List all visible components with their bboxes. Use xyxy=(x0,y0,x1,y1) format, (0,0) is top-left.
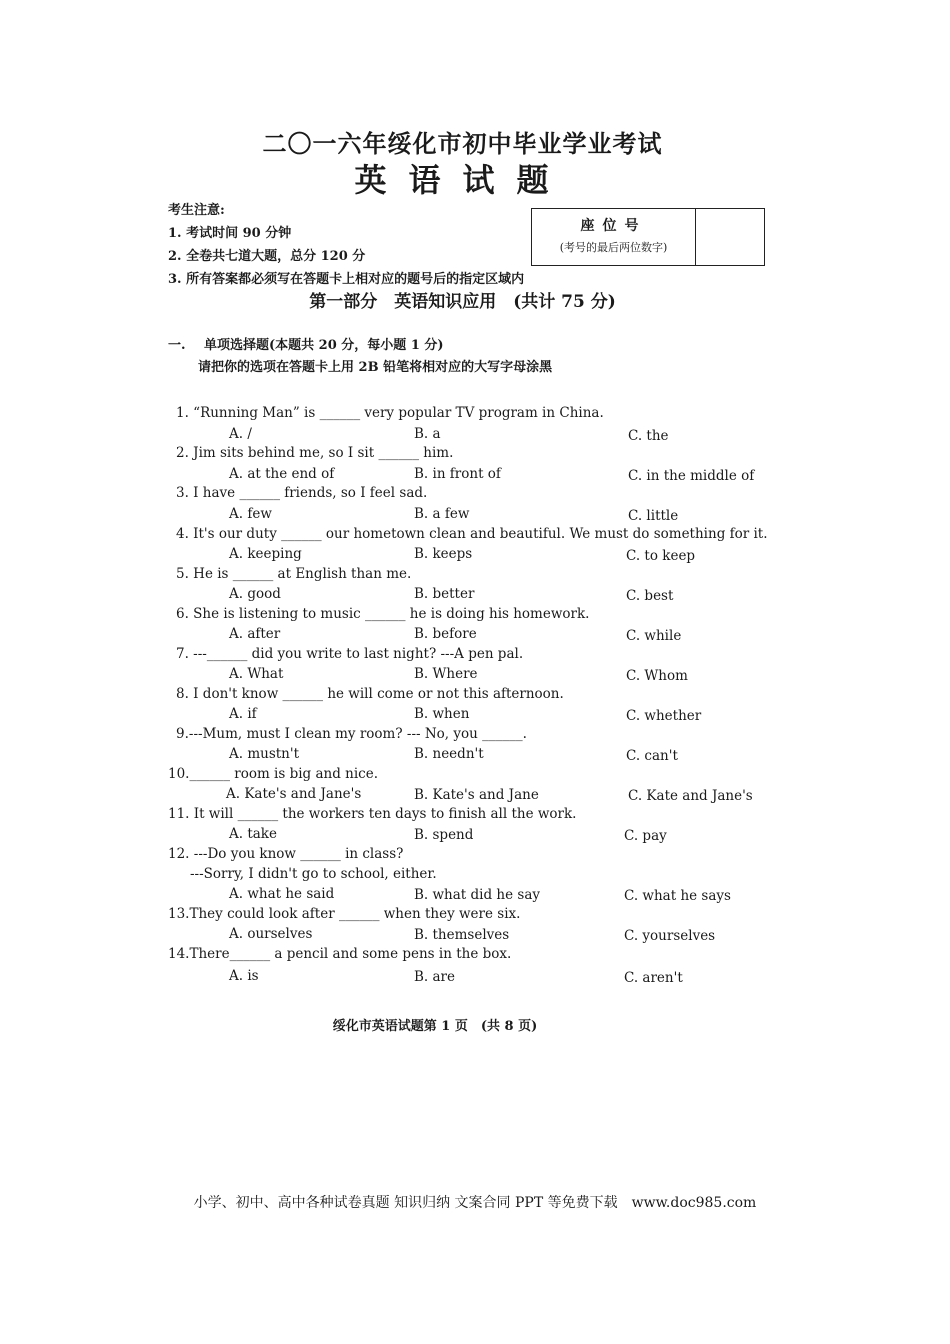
option-c: C. best xyxy=(626,588,674,604)
option-a: A. few xyxy=(229,506,272,522)
option-a: A. is xyxy=(229,968,259,984)
option-b: B. keeps xyxy=(414,546,473,562)
seat-number-hint: (考号的最后两位数字) xyxy=(559,241,668,254)
seat-number-label-cell xyxy=(532,209,696,265)
option-a: A. mustn't xyxy=(229,746,300,762)
question-stem: 4. It's our duty ______ our hometown clean and beautiful. We must do something for it. xyxy=(176,526,768,542)
notice-item: 2. 全卷共七道大题，总分 120 分 xyxy=(168,249,366,264)
option-b: B. a few xyxy=(414,506,470,522)
option-a: A. at the end of xyxy=(229,466,335,482)
question-stem: 1. “Running Man” is ______ very popular TV program in China. xyxy=(176,405,604,421)
option-b: B. better xyxy=(414,586,475,602)
question-stem: 7. ---______ did you write to last night? ---A pen pal. xyxy=(176,646,524,662)
seat-number-label: 座位号 xyxy=(580,218,647,234)
question-stem-reply: ---Sorry, I didn't go to school, either. xyxy=(190,866,437,882)
option-a: A. if xyxy=(229,706,257,722)
question-stem: 10.______ room is big and nice. xyxy=(168,766,379,782)
option-b: B. Where xyxy=(414,666,478,682)
option-c: C. to keep xyxy=(626,548,696,564)
question-stem: 11. It will ______ the workers ten days to finish all the work. xyxy=(168,806,577,822)
question-stem: 5. He is ______ at English than me. xyxy=(176,566,412,582)
option-c: C. Whom xyxy=(626,668,688,684)
option-b: B. are xyxy=(414,969,455,985)
option-b: B. what did he say xyxy=(414,887,540,903)
option-c: C. whether xyxy=(626,708,702,724)
option-b: B. themselves xyxy=(414,927,510,943)
option-c: C. in the middle of xyxy=(628,468,755,484)
notice-item: 3. 所有答案都必须写在答题卡上相对应的题号后的指定区域内 xyxy=(168,272,525,287)
question-stem: 2. Jim sits behind me, so I sit ______ him. xyxy=(176,445,454,461)
option-b: B. spend xyxy=(414,827,474,843)
seat-number-box xyxy=(531,208,765,266)
part-title: 第一部分 英语知识应用 (共计 75 分) xyxy=(309,292,616,312)
option-b: B. Kate's and Jane xyxy=(414,787,539,803)
option-b: B. when xyxy=(414,706,470,722)
exam-title: 二〇一六年绥化市初中毕业学业考试 xyxy=(262,129,663,158)
section-instruction: 请把你的选项在答题卡上用 2B 铅笔将相对应的大写字母涂黑 xyxy=(198,360,553,375)
option-c: C. can't xyxy=(626,748,678,764)
section-title-text: 单项选择题(本题共 20 分，每小题 1 分) xyxy=(204,338,444,353)
question-stem: 3. I have ______ friends, so I feel sad. xyxy=(176,485,428,501)
option-c: C. yourselves xyxy=(624,928,716,944)
notice-heading: 考生注意: xyxy=(168,203,225,218)
notice-item: 1. 考试时间 90 分钟 xyxy=(168,226,292,241)
option-a: A. good xyxy=(229,586,281,602)
option-a: A. after xyxy=(229,626,281,642)
option-a: A. take xyxy=(229,826,277,842)
option-c: C. what he says xyxy=(624,888,731,904)
question-stem: 6. She is listening to music ______ he is doing his homework. xyxy=(176,606,590,622)
option-a: A. what he said xyxy=(229,886,335,902)
option-c: C. little xyxy=(628,508,679,524)
question-stem: 8. I don't know ______ he will come or not this afternoon. xyxy=(176,686,564,702)
question-stem: 12. ---Do you know ______ in class? xyxy=(168,846,404,862)
option-a: A. keeping xyxy=(229,546,302,562)
option-c: C. Kate and Jane's xyxy=(628,788,753,804)
site-watermark: 小学、初中、高中各种试卷真题 知识归纳 文案合同 PPT 等免费下载 www.doc985.com xyxy=(193,1195,757,1211)
question-stem: 14.There______ a pencil and some pens in the box. xyxy=(168,946,512,962)
question-stem: 13.They could look after ______ when they were six. xyxy=(168,906,521,922)
option-c: C. the xyxy=(628,428,669,444)
option-b: B. before xyxy=(414,626,477,642)
option-a: A. / xyxy=(229,426,252,442)
option-a: A. What xyxy=(229,666,284,682)
section-number: 一. xyxy=(168,338,186,353)
option-a: A. ourselves xyxy=(229,926,313,942)
option-b: B. in front of xyxy=(414,466,501,482)
question-stem: 9.---Mum, must I clean my room? --- No, you ______. xyxy=(176,726,527,742)
section-title xyxy=(168,334,444,353)
option-c: C. pay xyxy=(624,828,667,844)
option-c: C. while xyxy=(626,628,682,644)
option-c: C. aren't xyxy=(624,970,683,986)
page-footer: 绥化市英语试题第 1 页 (共 8 页) xyxy=(332,1019,538,1034)
option-a: A. Kate's and Jane's xyxy=(226,786,362,802)
seat-number-field xyxy=(696,209,764,265)
option-b: B. needn't xyxy=(414,746,484,762)
exam-subtitle: 英语试题 xyxy=(354,161,571,199)
option-b: B. a xyxy=(414,426,441,442)
